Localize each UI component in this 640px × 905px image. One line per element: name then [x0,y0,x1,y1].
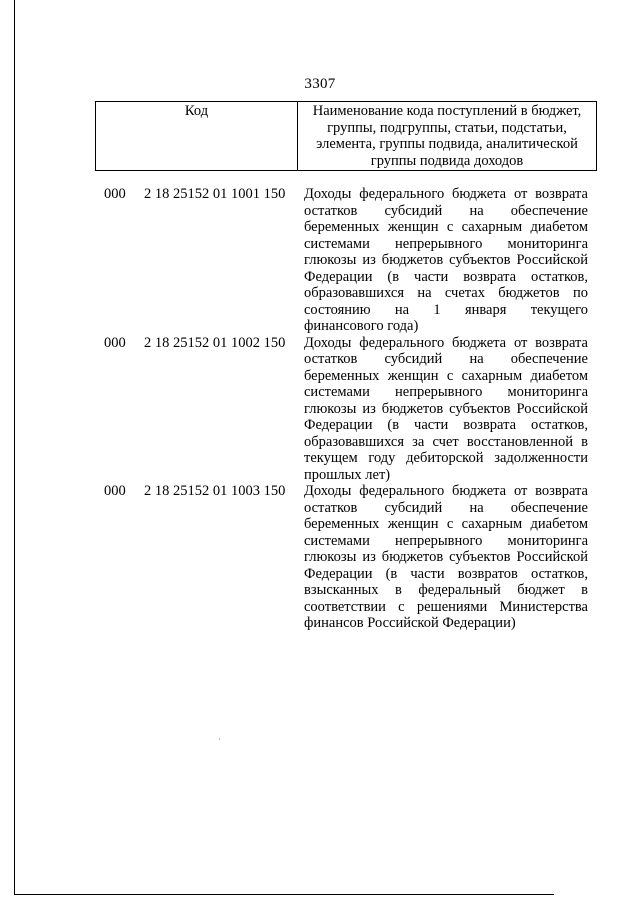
scan-mark [219,738,220,740]
header-row [96,102,597,171]
income-code: 2 18 25152 01 1003 150 [144,483,286,499]
table-row [104,186,594,335]
table-row [104,335,594,484]
page-number: 3307 [304,76,336,92]
income-description: Доходы федерального бюджета от возврата остатков субсидий на обеспечение беременных женщин с сахарным диабетом системами непрерывного мониторинга глюкозы из бюджетов субъектов Российской Федерации (в части возврата остатков, образовавшихся на счетах бюджетов по состоянию на 1 января текущего финансового года) [304,186,588,334]
page-bottom-edge [14,894,554,895]
income-code: 2 18 25152 01 1002 150 [144,334,286,351]
income-description: Доходы федерального бюджета от возврата остатков субсидий на обеспечение беременных женщин с сахарным диабетом системами непрерывного мониторинга глюкозы из бюджетов субъектов Российской Федерации (в части возврата остатков, образовавшихся за счет восстановленной в текущем году дебиторской задолженности прошлых лет) [304,334,588,483]
admin-code: 000 [104,334,126,351]
admin-code: 000 [104,483,126,499]
header-code-cell: Код [96,102,298,171]
header-name-cell: Наименование кода поступлений в бюджет, группы, подгруппы, статьи, подстатьи, элемента, группы подвида, аналитической группы подвида доходов [298,102,597,171]
header-table [95,101,597,171]
table-row [104,483,594,632]
income-description: Доходы федерального бюджета от возврата остатков субсидий на обеспечение беременных женщин с сахарным диабетом системами непрерывного мониторинга глюкозы из бюджетов субъектов Российской Федерации (в части возвратов остатков, взысканных в федеральный бюджет в соответствии с решениями Министерства финансов Российской Федерации) [304,483,588,631]
income-code: 2 18 25152 01 1001 150 [144,186,286,202]
admin-code: 000 [104,186,126,202]
code-list [104,186,594,632]
page-left-edge [14,0,15,895]
